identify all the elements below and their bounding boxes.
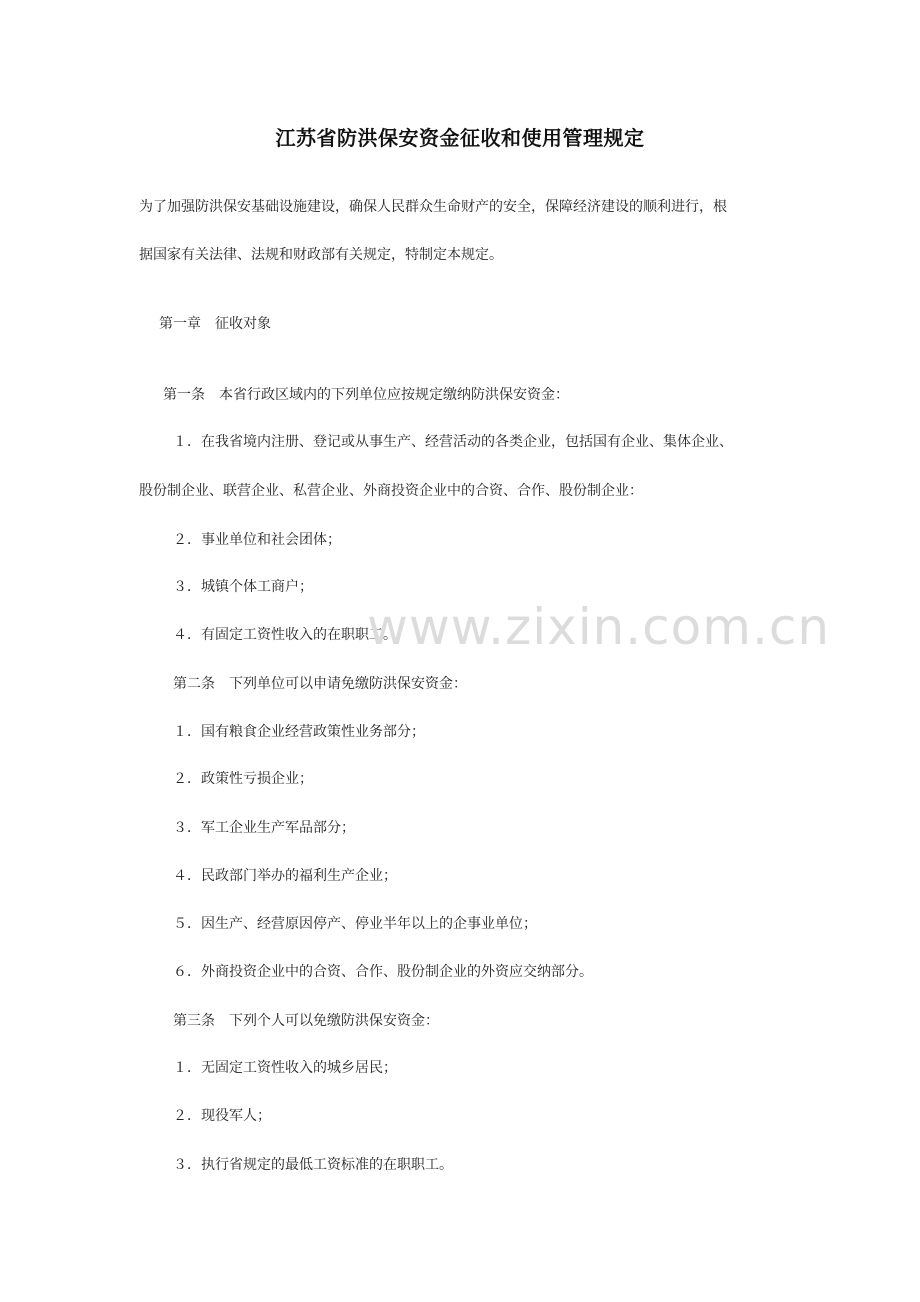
- article-2: 第二条 下列单位可以申请免缴防洪保安资金：: [173, 676, 467, 692]
- article-2-item-2: ２．政策性亏损企业；: [173, 771, 313, 787]
- article-2-item-5: ５．因生产、经营原因停产、停业半年以上的企事业单位；: [173, 916, 537, 932]
- paragraph-preamble-line-2: 据国家有关法律、法规和财政部有关规定，特制定本规定。: [139, 247, 503, 263]
- article-1-item-3: ３．城镇个体工商户；: [173, 579, 313, 595]
- article-3-item-3: ３．执行省规定的最低工资标准的在职职工。: [173, 1157, 453, 1173]
- article-3-item-2: ２．现役军人；: [173, 1108, 271, 1124]
- article-3-item-1: １．无固定工资性收入的城乡居民；: [173, 1060, 397, 1076]
- article-2-item-4: ４．民政部门举办的福利生产企业；: [173, 868, 397, 884]
- article-2-item-6: ６．外商投资企业中的合资、合作、股份制企业的外资应交纳部分。: [173, 964, 593, 980]
- document-title: 江苏省防洪保安资金征收和使用管理规定: [275, 126, 645, 150]
- article-1-item-1-line-1: １．在我省境内注册、登记或从事生产、经营活动的各类企业，包括国有企业、集体企业、: [173, 434, 733, 450]
- article-3: 第三条 下列个人可以免缴防洪保安资金：: [173, 1013, 439, 1029]
- paragraph-preamble-line-1: 为了加强防洪保安基础设施建设，确保人民群众生命财产的安全，保障经济建设的顺利进行，根: [139, 199, 727, 215]
- article-1-item-2: ２．事业单位和社会团体；: [173, 532, 341, 548]
- chapter-heading: 第一章 征收对象: [159, 316, 271, 332]
- watermark-text: www.zixin.com.cn: [367, 598, 831, 656]
- article-1-item-4: ４．有固定工资性收入的在职职工。: [173, 627, 397, 643]
- article-2-item-1: １．国有粮食企业经营政策性业务部分；: [173, 724, 425, 740]
- article-1: 第一条 本省行政区域内的下列单位应按规定缴纳防洪保安资金：: [163, 387, 569, 403]
- article-1-item-1-line-2: 股份制企业、联营企业、私营企业、外商投资企业中的合资、合作、股份制企业：: [139, 483, 643, 499]
- article-2-item-3: ３．军工企业生产军品部分；: [173, 820, 355, 836]
